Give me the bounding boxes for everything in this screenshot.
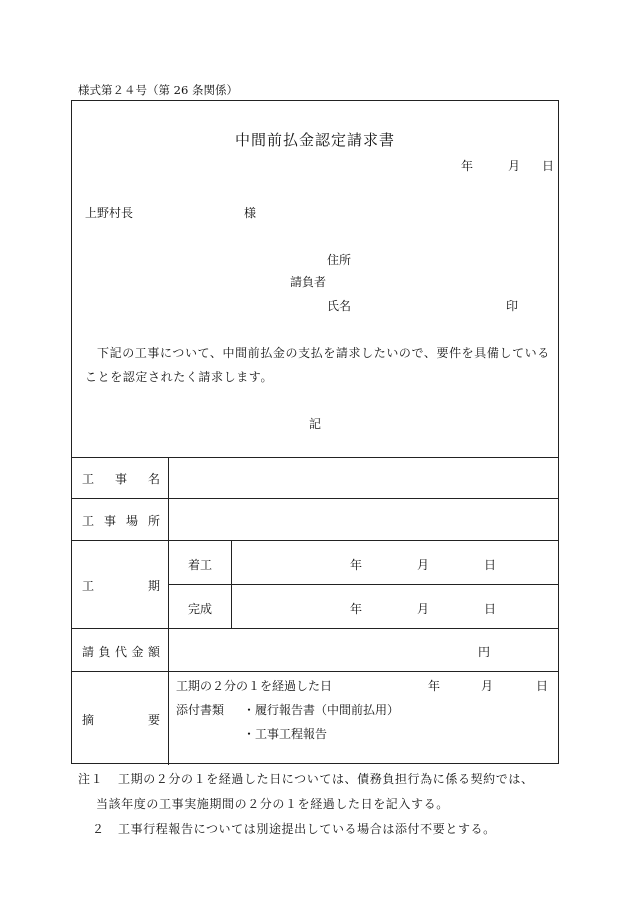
work-period-row: [72, 541, 558, 629]
addressee: 上野村長: [85, 206, 134, 220]
contract-amount-label: 請 負 代 金 額: [82, 645, 160, 659]
note-heading: 記: [308, 417, 321, 431]
date-month-label: 月: [508, 159, 521, 173]
summary-row: [72, 672, 558, 765]
work-name-row: [72, 457, 558, 499]
note-2-prefix: ２: [92, 822, 105, 836]
form-frame: [71, 100, 559, 764]
note-1-line-1: 工期の２分の１を経過した日については、債務負担行為に係る契約では、: [118, 772, 534, 786]
work-period-label: 工 期: [82, 579, 160, 593]
start-day-label: 日: [484, 558, 497, 572]
name-label: 氏名: [327, 299, 352, 313]
contract-amount-row: [72, 629, 558, 672]
request-section: [72, 101, 558, 458]
completion-year-label: 年: [350, 602, 363, 616]
date-day-label: 日: [542, 159, 555, 173]
start-month-label: 月: [417, 558, 430, 572]
start-year-label: 年: [350, 558, 363, 572]
work-name-label-cell: [72, 457, 169, 498]
period-divider: [169, 584, 558, 585]
contractor-label: 請負者: [290, 275, 327, 289]
completion-month-label: 月: [417, 602, 430, 616]
work-name-label: 工 事 名: [82, 472, 160, 486]
attachments-label: 添付書類: [176, 703, 225, 717]
start-label: 着工: [188, 558, 213, 572]
attachment-progress-report: ・履行報告書（中間前払用）: [243, 703, 400, 717]
address-label: 住所: [327, 253, 352, 267]
seal-label: 印: [506, 299, 519, 313]
contract-amount-label-cell: [72, 629, 169, 671]
half-period-month-label: 月: [481, 679, 494, 693]
completion-day-label: 日: [484, 602, 497, 616]
yen-label: 円: [478, 645, 491, 659]
work-site-row: [72, 499, 558, 541]
half-period-day-label: 日: [536, 679, 549, 693]
attachment-schedule-report: ・工事工程報告: [243, 727, 328, 741]
summary-label: 摘 要: [82, 713, 160, 727]
document-title: 中間前払金認定請求書: [234, 131, 395, 149]
form-number: 様式第２４号（第 26 条関係）: [78, 83, 238, 97]
half-period-date-text: 工期の２分の１を経過した日: [176, 679, 333, 693]
completion-label: 完成: [188, 602, 213, 616]
note-1-prefix: 注１: [78, 772, 104, 786]
date-year-label: 年: [461, 159, 474, 173]
note-2-text: 工事行程報告については別途提出している場合は添付不要とする。: [118, 822, 496, 836]
request-body-text: 下記の工事について、中間前払金の支払を請求したいので、要件を具備していることを認定されたく請求します。: [85, 346, 550, 384]
note-1-line-2: 当該年度の工事実施期間の２分の１を経過した日を記入する。: [96, 797, 449, 811]
summary-label-cell: [72, 672, 169, 765]
honorific: 様: [244, 206, 257, 220]
work-site-label: 工 事 場 所: [82, 514, 160, 528]
work-site-label-cell: [72, 499, 169, 540]
half-period-year-label: 年: [428, 679, 441, 693]
work-period-label-cell: [72, 541, 169, 628]
